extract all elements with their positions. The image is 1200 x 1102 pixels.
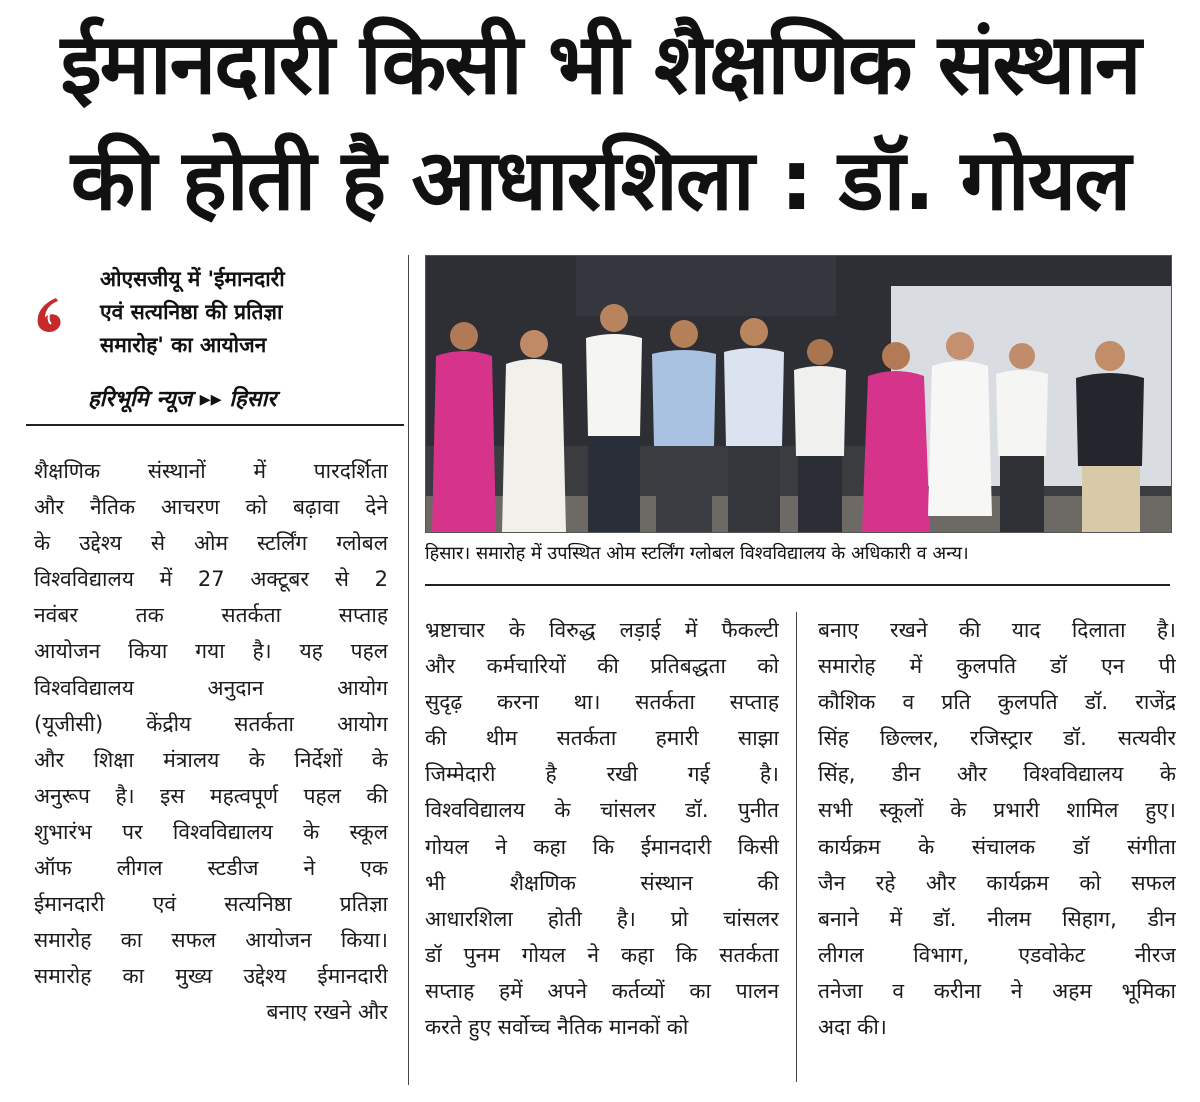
article-line: बनाए रखने की याद दिलाता है। [818, 618, 1176, 642]
group-photo-illustration [426, 256, 1171, 532]
article-line: बनाने में डॉ. नीलम सिहाग, डीन [818, 906, 1176, 931]
article-line: भ्रष्टाचार के विरुद्ध लड़ाई में फैकल्टी [425, 618, 779, 642]
article-line: शैक्षणिक संस्थानों में पारदर्शिता [34, 459, 388, 483]
headline-line-2: की होती है आधारशिला : डॉ. गोयल [70, 131, 1130, 229]
article-line: बनाए रखने और [266, 1000, 388, 1025]
article-line: सप्ताह हमें अपने कर्तव्यों का पालन [425, 978, 779, 1003]
article-line: नवंबर तक सतर्कता सप्ताह [34, 603, 388, 628]
article-line: कार्यक्रम के संचालक डॉ संगीता [818, 834, 1176, 859]
article-line: (यूजीसी) केंद्रीय सतर्कता आयोग [34, 711, 388, 736]
article-line: शुभारंभ पर विश्वविद्यालय के स्कूल [34, 819, 388, 844]
article-line: अदा की। [818, 1015, 887, 1040]
article-line: समारोह का मुख्य उद्देश्य ईमानदारी [34, 964, 388, 989]
sub-headline [100, 263, 400, 362]
article-line: जैन रहे और कार्यक्रम को सफल [818, 870, 1176, 895]
article-column-1 [34, 453, 388, 1031]
quote-mark-icon [34, 296, 68, 334]
article-line: कौशिक व प्रति कुलपति डॉ. राजेंद्र [818, 690, 1176, 715]
article-line: सिंह, डीन और विश्वविद्यालय के [818, 762, 1176, 787]
article-line: आधारशिला होती है। प्रो चांसलर [425, 906, 779, 931]
article-line: और कर्मचारियों की प्रतिबद्धता को [425, 654, 779, 679]
article-line: ऑफ लीगल स्टडीज ने एक [34, 856, 388, 881]
article-line: और शिक्षा मंत्रालय के निर्देशों के [34, 747, 388, 772]
sub-headline-line: समारोह' का आयोजन [100, 333, 267, 357]
article-line: सिंह छिल्लर, रजिस्ट्रार डॉ. सत्यवीर [818, 726, 1176, 751]
article-line: लीगल विभाग, एडवोकेट नीरज [818, 942, 1176, 967]
article-column-2 [425, 612, 779, 1045]
article-line: सुदृढ़ करना था। सतर्कता सप्ताह [425, 690, 779, 715]
event-photo [425, 255, 1172, 533]
article-line: अनुरूप है। इस महत्वपूर्ण पहल की [34, 783, 388, 808]
column-divider [408, 255, 409, 1085]
article-line: और नैतिक आचरण को बढ़ावा देने [34, 495, 388, 520]
article-line: तनेजा व करीना ने अहम भूमिका [818, 978, 1176, 1003]
article-line: की थीम सतर्कता हमारी साझा [425, 726, 779, 751]
column-divider [796, 612, 797, 1082]
article-column-3 [818, 612, 1176, 1045]
article-line: सभी स्कूलों के प्रभारी शामिल हुए। [818, 798, 1176, 823]
article-line: डॉ पुनम गोयल ने कहा कि सतर्कता [425, 942, 779, 967]
photo-caption: हिसार। समारोह में उपस्थित ओम स्टर्लिंग ग्लोबल विश्वविद्यालय के अधिकारी व अन्य। [425, 543, 969, 564]
divider [425, 584, 1170, 586]
article-line: विश्वविद्यालय के चांसलर डॉ. पुनीत [425, 798, 779, 823]
article-line: जिम्मेदारी है रखी गई है। [425, 762, 779, 787]
article-line: समारोह का सफल आयोजन किया। [34, 928, 388, 953]
divider [26, 424, 404, 426]
byline: हरिभूमि न्यूज ▸▸ हिसार [88, 387, 277, 412]
article-line: विश्वविद्यालय अनुदान आयोग [34, 675, 388, 700]
article-line: विश्वविद्यालय में 27 अक्टूबर से 2 [34, 567, 388, 592]
sub-headline-line: ओएसजीयू में 'ईमानदारी [100, 267, 285, 291]
headline-line-1: ईमानदारी किसी भी शैक्षणिक संस्थान [60, 15, 1140, 113]
article-line: ईमानदारी एवं सत्यनिष्ठा प्रतिज्ञा [34, 892, 388, 917]
article-line: आयोजन किया गया है। यह पहल [34, 639, 388, 664]
sub-headline-line: एवं सत्यनिष्ठा की प्रतिज्ञा [100, 300, 283, 324]
article-line: के उद्देश्य से ओम स्टर्लिंग ग्लोबल [34, 531, 388, 556]
article-line: समारोह में कुलपति डॉ एन पी [818, 654, 1176, 679]
article-line: करते हुए सर्वोच्च नैतिक मानकों को [425, 1015, 689, 1040]
article-line: भी शैक्षणिक संस्थान की [425, 870, 779, 895]
article-line: गोयल ने कहा कि ईमानदारी किसी [425, 834, 779, 859]
